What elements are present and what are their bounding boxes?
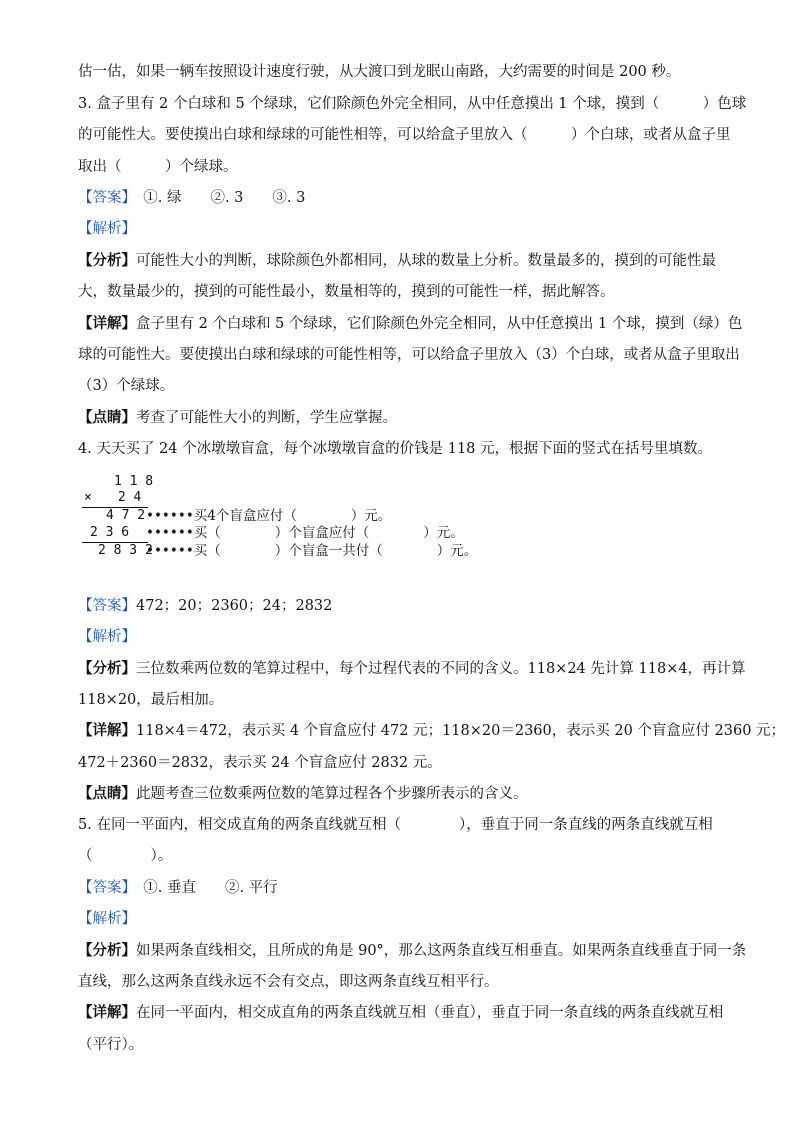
detail-line: 【详解】盒子里有 2 个白球和 5 个绿球，它们除颜色外完全相同，从中任意摸出 1 个球，摸到（绿）色 (78, 315, 743, 332)
text-line: 的可能性大。要使摸出白球和绿球的可能性相等，可以给盒子里放入（ ）个白球，或者从盒子里 (78, 127, 731, 143)
analysis-line: 【分析】三位数乘两位数的笔算过程中，每个过程代表的不同的含义。118×24 先计算 118×4，再计算 (78, 660, 746, 677)
xiangjie-tag: 【详解】 (78, 722, 136, 739)
product-desc: ••••••买（ ）个盲盒一共付（ ）元。 (146, 543, 478, 559)
partial-product-1: 4 7 2 (106, 508, 146, 523)
xiangjie-tag: 【详解】 (78, 1004, 136, 1021)
text-line: 118×20，最后相加。 (78, 692, 224, 708)
text-line: 估一估，如果一辆车按照设计速度行驶，从大渡口到龙眠山南路，大约需要的时间是 200 秒。 (78, 64, 681, 80)
text-line: 472＋2360＝2832，表示买 24 个盲盒应付 2832 元。 (78, 755, 442, 771)
question-5: 5. 在同一平面内，相交成直角的两条直线就互相（ ），垂直于同一条直线的两条直线就互相 (78, 817, 713, 833)
detail-line: 【详解】118×4＝472，表示买 4 个盲盒应付 472 元；118×20＝2360，表示买 20 个盲盒应付 2360 元； (78, 722, 786, 739)
partial-product-1-desc: ••••••买4个盲盒应付（ ）元。 (146, 508, 392, 524)
multiplier: × 2 4 (84, 490, 142, 505)
text-line: （ ）。 (78, 848, 173, 864)
analysis-heading (78, 909, 136, 929)
question-3: 3. 盒子里有 2 个白球和 5 个绿球，它们除颜色外完全相同，从中任意摸出 1 个球，摸到（ ）色球 (78, 96, 747, 112)
multiplicand: 1 1 8 (114, 474, 154, 489)
partial-product-2-desc: ••••••买（ ）个盲盒应付（ ）元。 (146, 525, 464, 541)
dianjing-tag: 【点睛】 (78, 409, 136, 426)
analysis-heading (78, 219, 136, 239)
text-line: （3）个绿球。 (78, 378, 175, 394)
answer-tag: 【答案】 (78, 190, 129, 206)
answer-tag: 【答案】 (78, 598, 136, 614)
dianjing-tag: 【点睛】 (78, 785, 136, 802)
comment-line: 【点睛】此题考查三位数乘两位数的笔算过程各个步骤所表示的含义。 (78, 785, 528, 802)
analysis-tag: 【解析】 (78, 911, 136, 927)
answer-line: 【答案】 ①. 绿 ②. 3 ③. 3 (78, 190, 306, 206)
vertical-multiplication (82, 474, 502, 564)
xiangjie-tag: 【详解】 (78, 315, 136, 332)
fenxi-tag: 【分析】 (78, 252, 136, 269)
analysis-line: 【分析】如果两条直线相交，且所成的角是 90°，那么这两条直线互相垂直。如果两条直线垂直于同一条 (78, 942, 747, 959)
analysis-heading (78, 627, 136, 647)
analysis-line: 【分析】可能性大小的判断，球除颜色外都相同，从球的数量上分析。数量最多的，摸到的可能性最 (78, 252, 716, 269)
answer-tag: 【答案】 (78, 880, 129, 896)
analysis-tag: 【解析】 (78, 221, 136, 237)
answer-line: 【答案】 ①. 垂直 ②. 平行 (78, 880, 278, 896)
partial-product-2: 2 3 6 (90, 525, 130, 540)
comment-line: 【点睛】考查了可能性大小的判断，学生应掌握。 (78, 409, 397, 426)
fenxi-tag: 【分析】 (78, 660, 136, 677)
text-line: 球的可能性大。要使摸出白球和绿球的可能性相等，可以给盒子里放入（3）个白球，或者从盒子里取出 (78, 347, 740, 363)
detail-line: 【详解】在同一平面内，相交成直角的两条直线就互相（垂直），垂直于同一条直线的两条直线就互相 (78, 1004, 724, 1021)
analysis-tag: 【解析】 (78, 629, 136, 645)
fenxi-tag: 【分析】 (78, 942, 136, 959)
product: 2 8 3 2 (98, 543, 153, 558)
text-line: 取出（ ）个绿球。 (78, 159, 238, 175)
text-line: 大，数量最少的，摸到的可能性最小，数量相等的，摸到的可能性一样，据此解答。 (78, 284, 615, 300)
text-line: 直线，那么这两条直线永远不会有交点，即这两条直线互相平行。 (78, 974, 499, 990)
text-line: （平行）。 (78, 1037, 144, 1053)
answer-line: 【答案】472；20；2360；24；2832 (78, 598, 333, 614)
question-4: 4. 天天买了 24 个冰墩墩盲盒，每个冰墩墩盲盒的价钱是 118 元，根据下面的竖式在括号里填数。 (78, 441, 713, 457)
